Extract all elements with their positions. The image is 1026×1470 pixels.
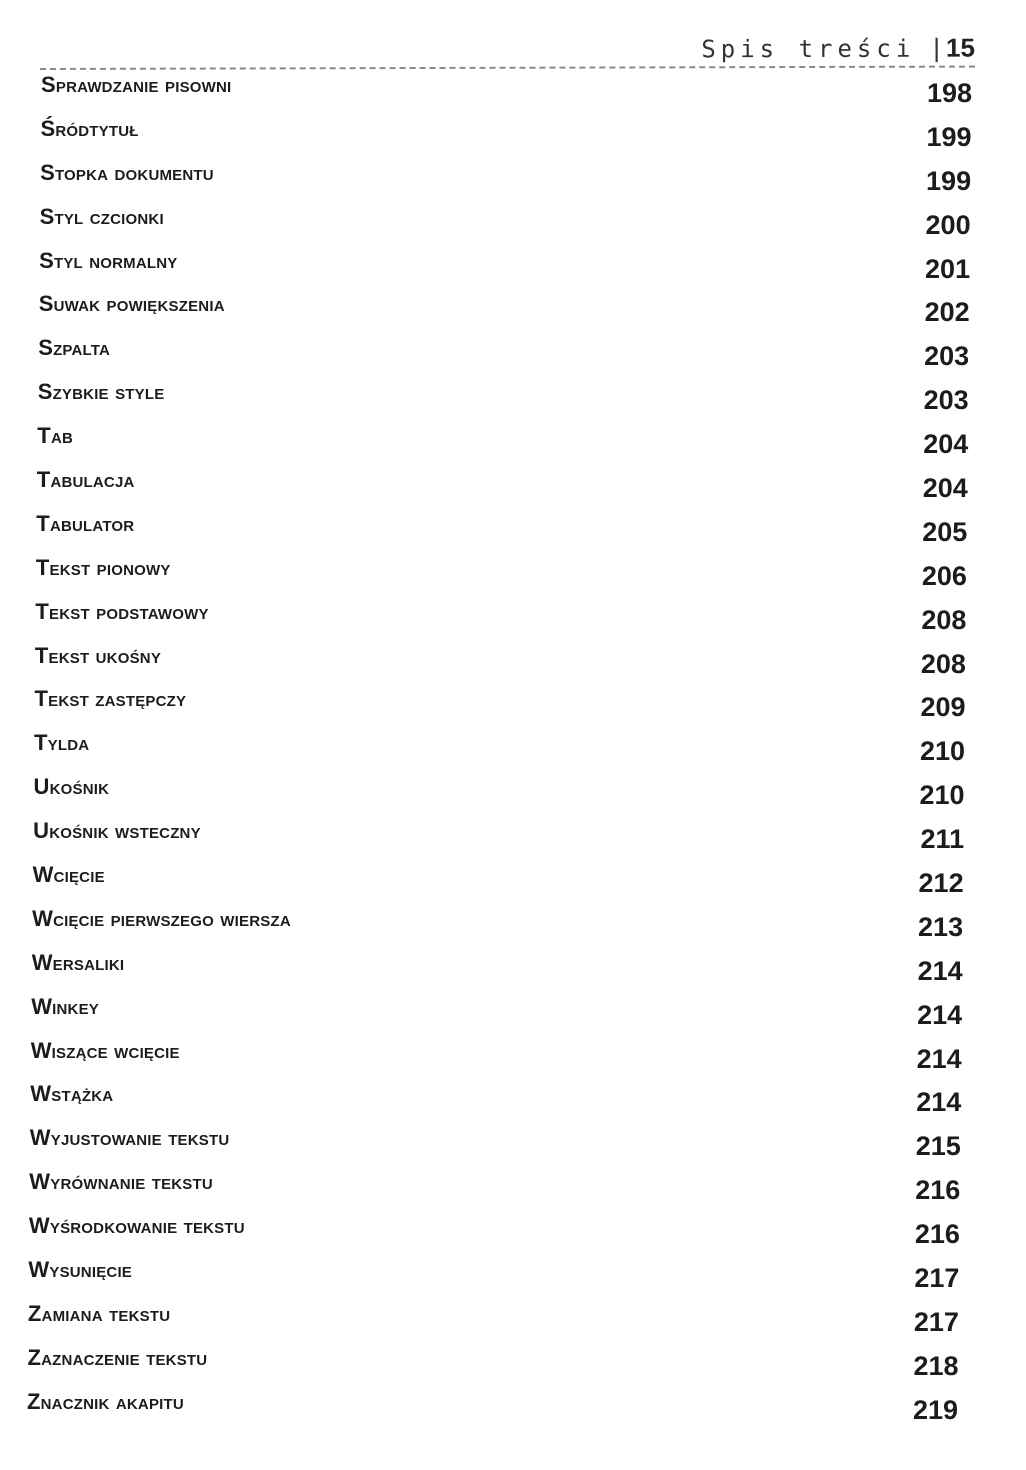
toc-entry-term: Tekst podstawowy bbox=[35, 598, 209, 624]
toc-entry bbox=[0, 1036, 1026, 1080]
header-title: Spis treści bbox=[701, 34, 916, 64]
toc-entry bbox=[0, 1167, 1026, 1211]
toc-entry-page: 217 bbox=[914, 1263, 960, 1294]
toc-entry bbox=[0, 1211, 1026, 1255]
toc-entry-term: Tekst ukośny bbox=[34, 642, 162, 668]
toc-entry-page: 210 bbox=[919, 736, 965, 767]
toc-entry-page: 205 bbox=[922, 516, 968, 547]
toc-entry-page: 204 bbox=[923, 429, 969, 460]
toc-entry-term: Tabulacja bbox=[36, 467, 135, 493]
toc-entry-page: 214 bbox=[916, 1087, 962, 1118]
toc-entry bbox=[0, 1387, 1026, 1431]
toc-entry bbox=[0, 509, 1026, 553]
toc-entry bbox=[0, 114, 1026, 158]
toc-entry-page: 210 bbox=[919, 780, 965, 811]
toc-entry-page: 212 bbox=[918, 868, 964, 899]
toc-entry-page: 219 bbox=[912, 1394, 958, 1425]
header-page-number: 15 bbox=[945, 32, 975, 63]
toc-entry-term: Wcięcie pierwszego wiersza bbox=[32, 905, 291, 931]
toc-entry-term: Zamiana tekstu bbox=[27, 1300, 171, 1326]
header-inner bbox=[701, 33, 975, 65]
toc-entry-term: Tekst zastępczy bbox=[34, 686, 187, 712]
toc-entry-page: 200 bbox=[925, 209, 971, 240]
toc-entry-term: Sprawdzanie pisowni bbox=[41, 72, 232, 97]
toc-entry-term: Stopka dokumentu bbox=[40, 159, 214, 185]
toc-entry-page: 211 bbox=[920, 824, 965, 855]
toc-entry bbox=[0, 1343, 1026, 1387]
toc-entry-page: 217 bbox=[913, 1306, 959, 1337]
toc-entry-page: 203 bbox=[924, 341, 970, 372]
toc-entry-page: 199 bbox=[926, 165, 972, 196]
toc-entry bbox=[0, 377, 1026, 421]
toc-entry bbox=[0, 289, 1026, 333]
toc-entry-term: Tabulator bbox=[36, 510, 135, 536]
toc-entry-term: Ukośnik bbox=[33, 774, 110, 800]
toc-entry-page: 218 bbox=[913, 1350, 959, 1381]
header-separator: | bbox=[933, 32, 941, 63]
toc-entry-page: 198 bbox=[926, 78, 972, 108]
toc-entry bbox=[0, 465, 1026, 509]
toc-entry bbox=[0, 684, 1026, 728]
toc-entry-term: Śródtytuł bbox=[40, 115, 139, 141]
toc-entry-page: 208 bbox=[920, 648, 966, 679]
toc-entry-term: Wyjustowanie tekstu bbox=[29, 1125, 230, 1151]
toc-entry bbox=[0, 641, 1026, 685]
toc-entry-page: 203 bbox=[923, 385, 969, 416]
toc-entry-term: Zaznaczenie tekstu bbox=[27, 1344, 208, 1370]
toc-entry bbox=[0, 992, 1026, 1036]
toc-entry-page: 199 bbox=[926, 121, 972, 152]
table-of-contents bbox=[0, 70, 1026, 1431]
toc-entry bbox=[0, 1299, 1026, 1343]
toc-entry bbox=[0, 421, 1026, 465]
toc-entry-term: Tylda bbox=[34, 730, 90, 756]
toc-entry-term: Wyśrodkowanie tekstu bbox=[28, 1213, 245, 1239]
toc-entry-term: Wysunięcie bbox=[28, 1257, 133, 1283]
toc-entry-term: Tab bbox=[37, 423, 74, 449]
toc-entry bbox=[0, 246, 1026, 290]
toc-entry-term: Styl czcionki bbox=[39, 203, 164, 229]
toc-entry bbox=[0, 816, 1026, 860]
toc-entry-term: Winkey bbox=[31, 993, 99, 1019]
toc-entry bbox=[0, 1123, 1026, 1167]
toc-entry-page: 216 bbox=[914, 1219, 960, 1250]
toc-entry-page: 204 bbox=[922, 473, 968, 504]
toc-entry-term: Suwak powiększenia bbox=[38, 291, 225, 317]
toc-entry-term: Znacznik akapitu bbox=[27, 1388, 184, 1414]
toc-entry-term: Ukośnik wsteczny bbox=[33, 818, 201, 844]
toc-entry-term: Styl normalny bbox=[39, 247, 178, 273]
toc-entry-page: 214 bbox=[917, 955, 963, 986]
toc-entry-term: Szpalta bbox=[38, 335, 111, 361]
toc-entry-page: 215 bbox=[915, 1131, 961, 1162]
toc-entry bbox=[0, 158, 1026, 202]
toc-entry bbox=[0, 1255, 1026, 1299]
page-header bbox=[40, 28, 975, 70]
toc-entry-term: Wiszące wcięcie bbox=[30, 1037, 180, 1063]
toc-entry bbox=[0, 860, 1026, 904]
toc-entry-page: 214 bbox=[916, 1043, 962, 1074]
toc-entry bbox=[0, 1079, 1026, 1123]
toc-entry bbox=[0, 597, 1026, 641]
toc-entry-term: Wstążka bbox=[30, 1081, 114, 1107]
toc-entry-term: Szybkie style bbox=[37, 379, 165, 405]
toc-entry bbox=[0, 904, 1026, 948]
toc-entry bbox=[0, 70, 1026, 114]
toc-entry bbox=[0, 553, 1026, 597]
toc-entry bbox=[0, 728, 1026, 772]
toc-entry-page: 208 bbox=[921, 604, 967, 635]
toc-entry bbox=[0, 333, 1026, 377]
toc-entry-term: Wersaliki bbox=[31, 949, 125, 975]
toc-entry-page: 216 bbox=[915, 1175, 961, 1206]
toc-entry-page: 202 bbox=[924, 297, 970, 328]
toc-entry bbox=[0, 772, 1026, 816]
toc-entry-page: 206 bbox=[921, 560, 967, 591]
toc-entry-page: 209 bbox=[920, 692, 966, 723]
toc-entry-page: 201 bbox=[925, 253, 971, 284]
toc-entry-page: 214 bbox=[917, 999, 963, 1030]
toc-entry-term: Wcięcie bbox=[32, 862, 105, 888]
toc-entry bbox=[0, 202, 1026, 246]
toc-entry bbox=[0, 948, 1026, 992]
toc-entry-term: Tekst pionowy bbox=[35, 554, 171, 580]
toc-entry-page: 213 bbox=[918, 911, 964, 942]
toc-entry-term: Wyrównanie tekstu bbox=[29, 1169, 213, 1195]
